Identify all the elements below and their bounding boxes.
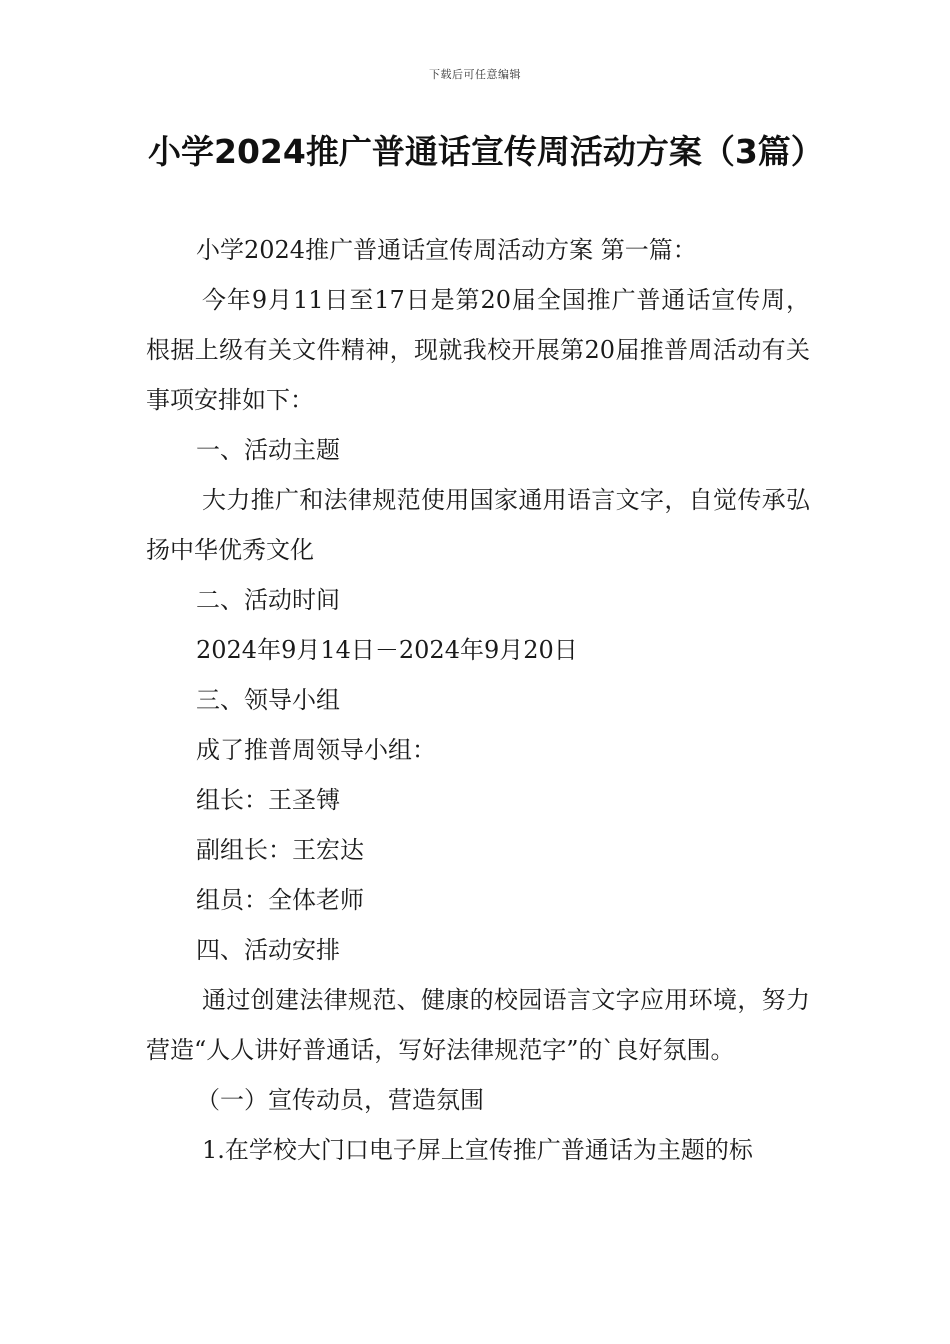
theme-paragraph: 大力推广和法律规范使用国家通用语言文字，自觉传承弘扬中华优秀文化 [146, 486, 810, 564]
heading-time: 二、活动时间 [196, 586, 340, 614]
leader-line: 组长：王圣镈 [196, 786, 340, 814]
members-line: 组员：全体老师 [196, 886, 364, 914]
heading-theme: 一、活动主题 [196, 436, 340, 464]
leadership-paragraph: 成了推普周领导小组： [196, 736, 436, 764]
deputy-leader-line: 副组长：王宏达 [196, 836, 364, 864]
arrangement-paragraph: 通过创建法律规范、健康的校园语言文字应用环境，努力营造“人人讲好普通话，写好法律规范字”的`良好氛围。 [146, 986, 810, 1064]
time-paragraph: 2024年9月14日－2024年9月20日 [196, 636, 578, 664]
subheading-publicity: （一）宣传动员，营造氛围 [196, 1086, 484, 1114]
intro-paragraph: 今年9月11日至17日是第20届全国推广普通话宣传周，根据上级有关文件精神，现就我校开展第20届推普周活动有关事项安排如下： [146, 286, 810, 414]
heading-leadership: 三、领导小组 [196, 686, 340, 714]
document-body [146, 225, 810, 1175]
header-note: 下载后可任意编辑 [429, 68, 521, 81]
heading-arrangement: 四、活动安排 [196, 936, 340, 964]
list-item-1: 1.在学校大门口电子屏上宣传推广普通话为主题的标 [202, 1136, 753, 1164]
section-subtitle: 小学2024推广普通话宣传周活动方案 第一篇： [196, 236, 697, 264]
document-title: 小学2024推广普通话宣传周活动方案（3篇） [148, 132, 824, 171]
